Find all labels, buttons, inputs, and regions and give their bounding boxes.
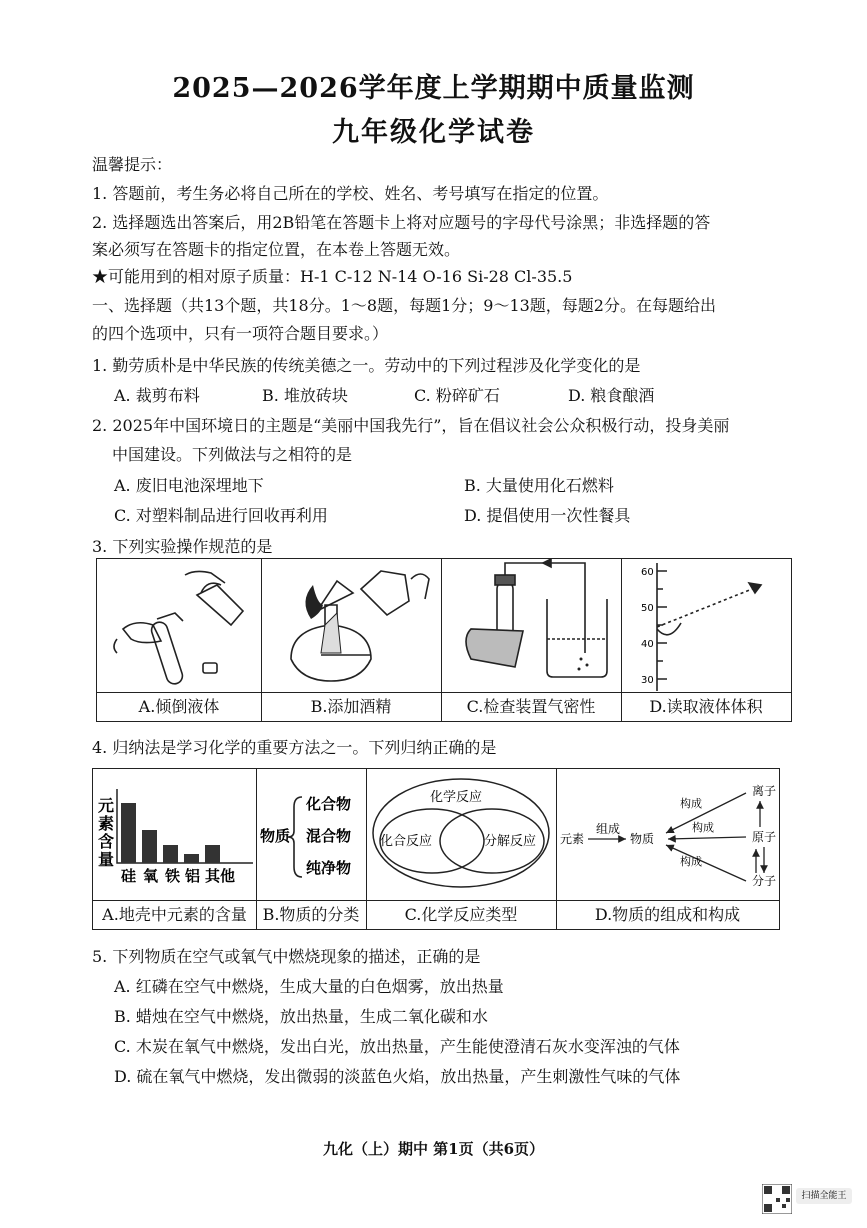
scanner-watermark <box>762 1180 852 1218</box>
q4-stem: 4. 归纳法是学习化学的重要方法之一。下列归纳正确的是 <box>92 738 497 757</box>
q2-stem-2: 中国建设。下列做法与之相符的是 <box>112 445 353 464</box>
qr-code-icon <box>762 1184 792 1214</box>
q5-option-d: D. 硫在氧气中燃烧，发出微弱的淡蓝色火焰，放出热量，产生刺激性气味的气体 <box>114 1067 681 1086</box>
d-molecule-label: 分子 <box>752 874 777 888</box>
bar-2 <box>163 845 178 863</box>
q4-cell-d <box>556 769 779 929</box>
cylinder-tick-30: 30 <box>641 675 654 686</box>
chart-ylabel-3: 含 <box>98 832 115 851</box>
d-compose-label: 组成 <box>596 822 621 836</box>
bar-3 <box>184 854 199 863</box>
q1-option-b: B. 堆放砖块 <box>262 386 348 405</box>
q3-caption-c: C.检查装置气密性 <box>441 692 621 721</box>
b-item-pure: 纯净物 <box>306 859 352 877</box>
c-outer-label: 化学反应 <box>430 790 483 805</box>
q4-caption-a: A.地壳中元素的含量 <box>93 900 256 929</box>
page-footer: 九化（上）期中 第1页（共6页） <box>322 1140 545 1158</box>
tip-1: 1. 答题前，考生务必将自己所在的学校、姓名、考号填写在指定的位置。 <box>92 184 609 203</box>
exam-title: 2025—2026学年度上学期期中质量监测 <box>172 73 695 104</box>
bar-0 <box>121 803 136 863</box>
airtightness-check-illustration <box>441 559 621 693</box>
matter-classification-diagram <box>256 769 366 901</box>
tip-2: 2. 选择题选出答案后，用2B铅笔在答题卡上将对应题号的字母代号涂黑；非选择题的答 <box>92 213 711 232</box>
q4-caption-b: B.物质的分类 <box>256 900 366 929</box>
c-right-label: 分解反应 <box>484 834 537 849</box>
d-constitute-label-2: 构成 <box>692 821 714 834</box>
pouring-liquid-illustration <box>97 559 261 693</box>
bar-label-1: 氧 <box>143 867 159 885</box>
bar-label-2: 铁 <box>165 867 181 885</box>
q1-option-d: D. 粮食酿酒 <box>568 386 655 405</box>
q4-cell-b <box>256 769 367 929</box>
q3-cell-a <box>97 559 262 721</box>
chart-ylabel-4: 量 <box>98 850 115 869</box>
q3-cell-b <box>261 559 442 721</box>
tip-2-cont: 案必须写在答题卡的指定位置，在本卷上答题无效。 <box>92 240 461 259</box>
exam-subtitle: 九年级化学试卷 <box>332 117 535 148</box>
q4-caption-d: D.物质的组成和构成 <box>556 900 779 929</box>
q3-figure-table <box>96 558 792 722</box>
q2-option-d: D. 提倡使用一次性餐具 <box>464 506 631 525</box>
q2-option-c: C. 对塑料制品进行回收再利用 <box>114 506 328 525</box>
bar-label-3: 铝 <box>185 867 201 885</box>
q1-option-c: C. 粉碎矿石 <box>414 386 500 405</box>
q3-caption-d: D.读取液体体积 <box>621 692 791 721</box>
atom-arrow <box>668 837 746 839</box>
q2-option-b: B. 大量使用化石燃料 <box>464 476 614 495</box>
tips-heading: 温馨提示： <box>92 155 173 174</box>
q5-option-b: B. 蜡烛在空气中燃烧，放出热量，生成二氧化碳和水 <box>114 1007 488 1026</box>
q4-cell-c <box>366 769 557 929</box>
chart-ylabel-2: 素 <box>98 814 115 833</box>
reading-volume-illustration <box>621 559 791 693</box>
bar-label-4: 其他 <box>205 867 236 885</box>
d-constitute-label-1: 构成 <box>680 797 702 810</box>
matter-composition-diagram <box>556 769 779 901</box>
q3-caption-a: A.倾倒液体 <box>97 692 261 721</box>
section-1-line1: 一、选择题（共13个题，共18分。1～8题，每题1分；9～13题，每题2分。在每题给出 <box>92 296 716 315</box>
atomic-masses: ★可能用到的相对原子质量：H-1 C-12 N-14 O-16 Si-28 Cl-35.5 <box>92 267 573 286</box>
q5-option-c: C. 木炭在氧气中燃烧，发出白光，放出热量，产生能使澄清石灰水变浑浊的气体 <box>114 1037 680 1056</box>
q3-caption-b: B.添加酒精 <box>261 692 441 721</box>
b-item-mixture: 混合物 <box>306 827 352 845</box>
adding-alcohol-illustration <box>261 559 441 693</box>
bar-4 <box>205 845 220 863</box>
element-content-bar-chart <box>93 769 256 901</box>
b-root-label: 物质 <box>260 827 291 845</box>
chart-axes <box>117 789 253 863</box>
b-item-compound: 化合物 <box>306 795 352 813</box>
q3-cell-d <box>621 559 791 721</box>
q4-caption-c: C.化学反应类型 <box>366 900 556 929</box>
q3-cell-c <box>441 559 622 721</box>
molecule-arrow <box>666 845 746 881</box>
d-constitute-label-3: 构成 <box>680 855 702 868</box>
q2-option-a: A. 废旧电池深埋地下 <box>114 476 264 495</box>
bar-label-0: 硅 <box>121 867 137 885</box>
cylinder-tick-40: 40 <box>641 639 654 650</box>
c-left-label: 化合反应 <box>380 834 433 849</box>
d-matter-label: 物质 <box>630 832 655 846</box>
q1-stem: 1. 勤劳质朴是中华民族的传统美德之一。劳动中的下列过程涉及化学变化的是 <box>92 356 641 375</box>
d-atom-label: 原子 <box>752 830 777 844</box>
q1-option-a: A. 裁剪布料 <box>114 386 200 405</box>
brace-icon <box>288 797 302 877</box>
q5-option-a: A. 红磷在空气中燃烧，生成大量的白色烟雾，放出热量 <box>114 977 504 996</box>
q4-figure-table <box>92 768 780 930</box>
cylinder-tick-60: 60 <box>641 567 654 578</box>
cylinder-tick-50: 50 <box>641 603 654 614</box>
q5-stem: 5. 下列物质在空气或氧气中燃烧现象的描述，正确的是 <box>92 947 481 966</box>
q3-stem: 3. 下列实验操作规范的是 <box>92 537 273 556</box>
d-ion-label: 离子 <box>752 784 777 798</box>
q2-stem-1: 2. 2025年中国环境日的主题是“美丽中国我先行”，旨在倡议社会公众积极行动，投身美丽 <box>92 416 730 435</box>
section-1-line2: 的四个选项中，只有一项符合题目要求。） <box>92 324 389 343</box>
reaction-type-venn <box>366 769 556 901</box>
watermark-label: 扫描全能王 <box>796 1188 852 1204</box>
chart-ylabel-1: 元 <box>98 796 115 815</box>
bar-1 <box>142 830 157 863</box>
q4-cell-a <box>93 769 257 929</box>
d-element-label: 元素 <box>560 832 585 846</box>
